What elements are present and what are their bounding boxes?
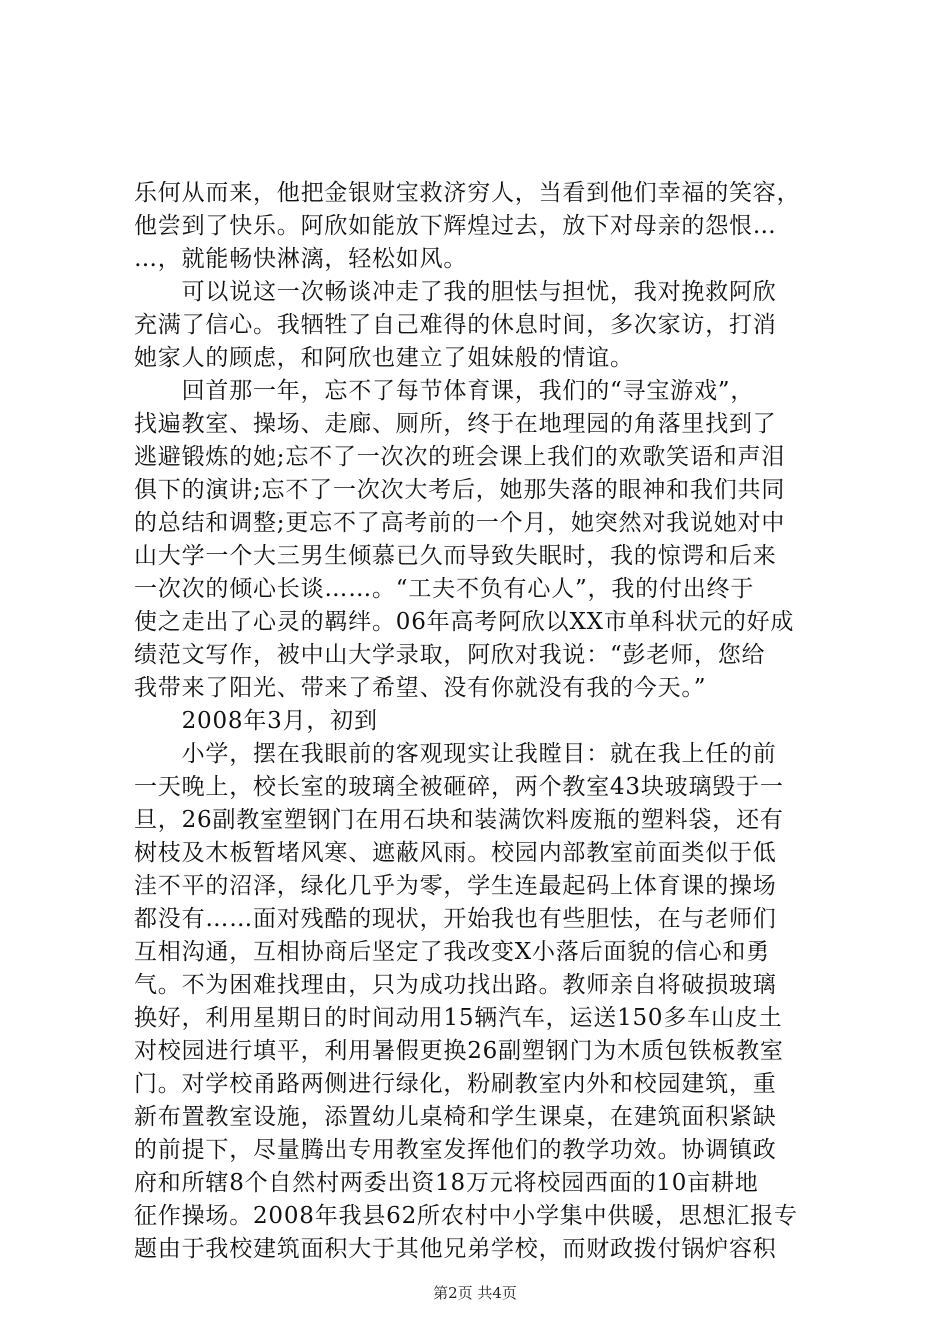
text-line: 逃避锻炼的她;忘不了一次次的班会课上我们的欢歌笑语和声泪 <box>134 444 786 470</box>
text-line: 小学，摆在我眼前的客观现实让我瞠目：就在我上任的前 <box>134 741 777 767</box>
text-line: 乐何从而来，他把金银财宝救济穷人，当看到他们幸福的笑容， <box>134 180 801 206</box>
text-line: 她家人的顾虑，和阿欣也建立了姐妹般的情谊。 <box>134 345 634 371</box>
text-line: 回首那一年，忘不了每节体育课，我们的“寻宝游戏”， <box>134 378 755 404</box>
text-line: 门。对学校甬路两侧进行绿化，粉刷教室内外和校园建筑，重 <box>134 1071 777 1097</box>
text-line: 换好，利用星期日的时间动用15辆汽车，运送150多车山皮土 <box>134 1005 783 1031</box>
text-line: 都没有……面对残酷的现状，开始我也有些胆怯，在与老师们 <box>134 906 777 932</box>
text-line: 征作操场。2008年我县62所农村中小学集中供暖，思想汇报专 <box>134 1203 798 1229</box>
text-line: 的总结和调整;更忘不了高考前的一个月，她突然对我说她对中 <box>134 510 786 536</box>
text-line: 他尝到了快乐。阿欣如能放下辉煌过去，放下对母亲的怨恨… <box>134 213 777 239</box>
text-line: 旦，26副教室塑钢门在用石块和装满饮料废瓶的塑料袋，还有 <box>134 807 784 833</box>
text-line: 可以说这一次畅谈冲走了我的胆怯与担忧，我对挽救阿欣 <box>134 279 777 305</box>
text-line: 找遍教室、操场、走廊、厕所，终于在地理园的角落里找到了 <box>134 411 777 437</box>
text-line: 使之走出了心灵的羁绊。06年高考阿欣以XX市单科状元的好成 <box>134 609 795 635</box>
text-line: 对校园进行填平，利用暑假更换26副塑钢门为木质包铁板教室 <box>134 1038 784 1064</box>
text-line: 2008年3月，初到 <box>134 708 378 734</box>
text-line: 山大学一个大三男生倾慕已久而导致失眠时，我的惊谔和后来 <box>134 543 777 569</box>
text-line: 的前提下，尽量腾出专用教室发挥他们的教学功效。协调镇政 <box>134 1137 777 1163</box>
text-line: …，就能畅快淋漓，轻松如风。 <box>134 246 468 272</box>
text-line: 树枝及木板暂堵风寒、遮蔽风雨。校园内部教室前面类似于低 <box>134 840 777 866</box>
text-line: 充满了信心。我牺牲了自己难得的休息时间，多次家访，打消 <box>134 312 777 338</box>
text-line: 互相沟通，互相协商后坚定了我改变X小落后面貌的信心和勇 <box>134 939 770 965</box>
text-line: 气。不为困难找理由，只为成功找出路。教师亲自将破损玻璃 <box>134 972 777 998</box>
text-line: 一天晚上，校长室的玻璃全被砸碎，两个教室43块玻璃毁于一 <box>134 774 784 800</box>
text-line: 俱下的演讲;忘不了一次次大考后，她那失落的眼神和我们共同 <box>134 477 786 503</box>
text-line: 一次次的倾心长谈……。“工夫不负有心人”，我的付出终于 <box>134 576 755 602</box>
text-line: 府和所辖8个自然村两委出资18万元将校园西面的10亩耕地 <box>134 1170 759 1196</box>
page-number-footer: 第2页 共4页 <box>433 1284 517 1302</box>
text-line: 题由于我校建筑面积大于其他兄弟学校，而财政拨付锅炉容积 <box>134 1236 777 1262</box>
text-line: 洼不平的沼泽，绿化几乎为零，学生连最起码上体育课的操场 <box>134 873 777 899</box>
text-line: 我带来了阳光、带来了希望、没有你就没有我的今天。” <box>134 675 707 701</box>
text-line: 绩范文写作，被中山大学录取，阿欣对我说：“彭老师，您给 <box>134 642 766 668</box>
text-line: 新布置教室设施，添置幼儿桌椅和学生课桌，在建筑面积紧缺 <box>134 1104 777 1130</box>
